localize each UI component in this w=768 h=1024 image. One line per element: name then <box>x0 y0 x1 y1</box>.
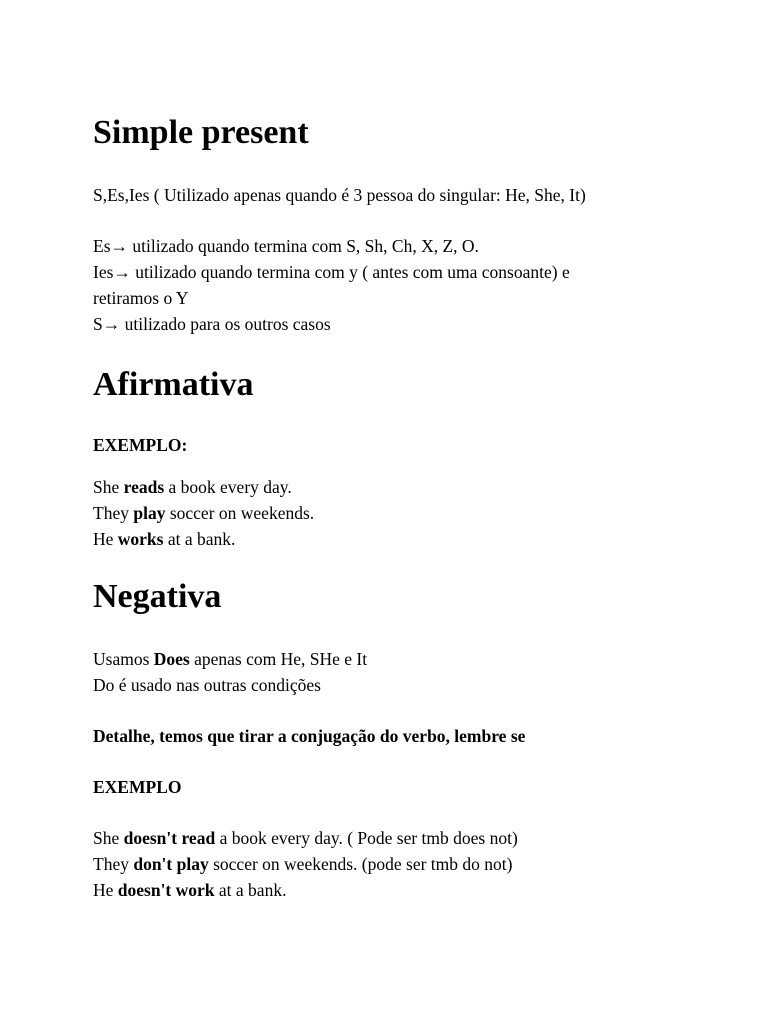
afirmativa-example-1: She reads a book every day. <box>93 477 292 497</box>
afirmativa-example-2: They play soccer on weekends. <box>93 503 315 523</box>
negativa-example-2: They don't play soccer on weekends. (pode ser tmb do not) <box>93 854 513 874</box>
afirmativa-examples <box>93 474 693 552</box>
rule-ies-line-2: retiramos o Y <box>93 288 189 308</box>
heading-simple-present: Simple present <box>93 114 309 151</box>
rule-es: Es→ utilizado quando termina com S, Sh, Ch, X, Z, O. <box>93 236 479 256</box>
negativa-example-label: EXEMPLO <box>93 777 182 797</box>
heading-negativa: Negativa <box>93 578 222 615</box>
negativa-example-1: She doesn't read a book every day. ( Pode ser tmb does not) <box>93 828 518 848</box>
verb: play <box>133 503 166 523</box>
heading-afirmativa: Afirmativa <box>93 366 254 403</box>
afirmativa-example-3: He works at a bank. <box>93 529 236 549</box>
rules-paragraph <box>93 233 693 337</box>
negativa-examples <box>93 825 693 903</box>
rule-ies-line-1: Ies→ utilizado quando termina com y ( antes com uma consoante) e <box>93 262 570 282</box>
negativa-example-3: He doesn't work at a bank. <box>93 880 287 900</box>
keyword: Does <box>153 649 190 669</box>
verb: reads <box>123 477 165 497</box>
verb: doesn't read <box>123 828 216 848</box>
rule-s: S→ utilizado para os outros casos <box>93 314 331 334</box>
negativa-detail: Detalhe, temos que tirar a conjugação do verbo, lembre se <box>93 726 526 746</box>
verb: don't play <box>133 854 209 874</box>
verb: doesn't work <box>117 880 215 900</box>
usage-line-1: Usamos Does apenas com He, SHe e It <box>93 649 368 669</box>
usage-line-2: Do é usado nas outras condições <box>93 675 321 695</box>
intro-text: S,Es,Ies ( Utilizado apenas quando é 3 pessoa do singular: He, She, It) <box>93 185 586 205</box>
verb: works <box>117 529 164 549</box>
afirmativa-example-label: EXEMPLO: <box>93 435 188 455</box>
negativa-usage <box>93 646 693 698</box>
